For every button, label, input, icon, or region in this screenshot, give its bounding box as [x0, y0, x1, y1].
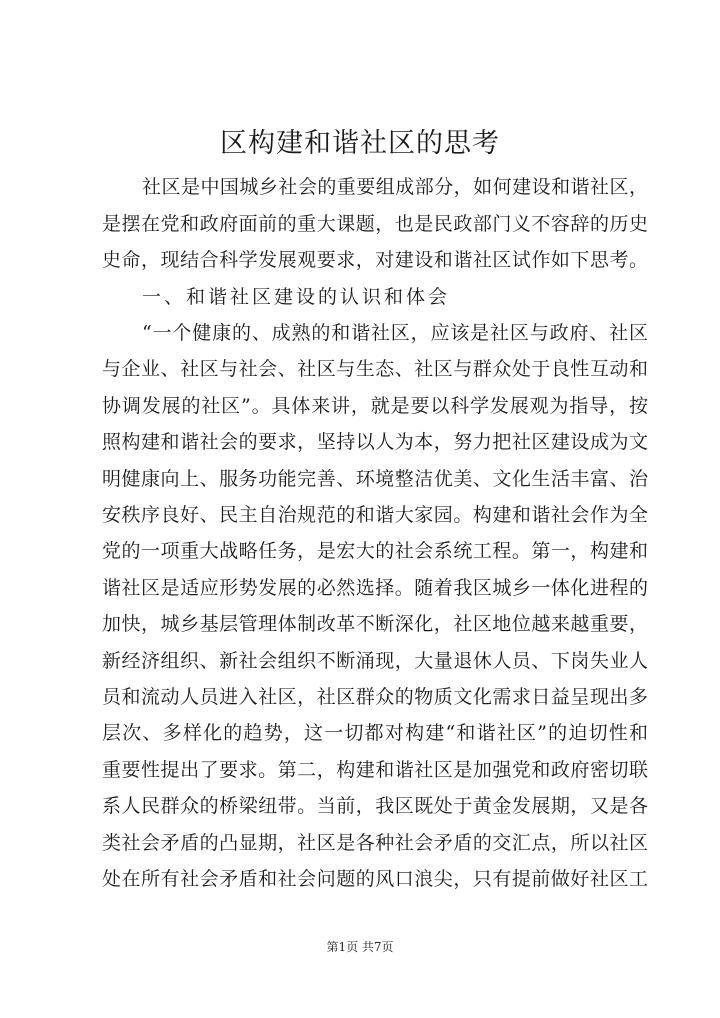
page-footer: 第1页 共7页 [326, 940, 394, 954]
paragraph-line: 社区是中国城乡社会的重要组成部分，如何建设和谐社区， [142, 176, 648, 198]
paragraph-line: 加快，城乡基层管理体制改革不断深化，社区地位越来越重要， [102, 613, 648, 636]
paragraph-line: 类社会矛盾的凸显期，社区是各种社会矛盾的交汇点，所以社区 [102, 831, 648, 854]
paragraph-line: “一个健康的、成熟的和谐社区，应该是社区与政府、社区 [142, 322, 648, 344]
paragraph-line: 照构建和谐社会的要求，坚持以人为本，努力把社区建设成为文 [102, 431, 648, 454]
paragraph-line: 新经济组织、新社会组织不断涌现，大量退休人员、下岗失业人 [102, 649, 648, 672]
paragraph-line: 与企业、社区与社会、社区与生态、社区与群众处于良性互动和 [102, 358, 648, 381]
paragraph-line: 系人民群众的桥梁纽带。当前，我区既处于黄金发展期，又是各 [102, 795, 648, 818]
paragraph-line: 重要性提出了要求。第二，构建和谐社区是加强党和政府密切联 [102, 758, 648, 781]
paragraph-line: 层次、多样化的趋势，这一切都对构建“和谐社区”的迫切性和 [102, 722, 648, 745]
document-title: 区构建和谐社区的思考 [220, 128, 500, 159]
paragraph-line: 安秩序良好、民主自治规范的和谐大家园。构建和谐社会作为全 [102, 504, 648, 526]
paragraph-line: 党的一项重大战略任务，是宏大的社会系统工程。第一，构建和 [102, 540, 648, 563]
paragraph-line: 协调发展的社区”。具体来讲，就是要以科学发展观为指导，按 [102, 394, 648, 417]
paragraph-line: 史命，现结合科学发展观要求，对建设和谐社区试作如下思考。 [102, 249, 648, 271]
paragraph-line: 员和流动人员进入社区，社区群众的物质文化需求日益呈现出多 [102, 686, 648, 708]
section-heading: 一、和谐社区建设的认识和体会 [142, 286, 451, 308]
paragraph-line: 明健康向上、服务功能完善、环境整洁优美、文化生活丰富、治 [102, 467, 648, 490]
paragraph-line: 谐社区是适应形势发展的必然选择。随着我区城乡一体化进程的 [102, 576, 648, 599]
paragraph-line: 是摆在党和政府面前的重大课题，也是民政部门义不容辞的历史 [102, 213, 648, 235]
paragraph-line: 处在所有社会矛盾和社会问题的风口浪尖，只有提前做好社区工 [102, 868, 648, 890]
